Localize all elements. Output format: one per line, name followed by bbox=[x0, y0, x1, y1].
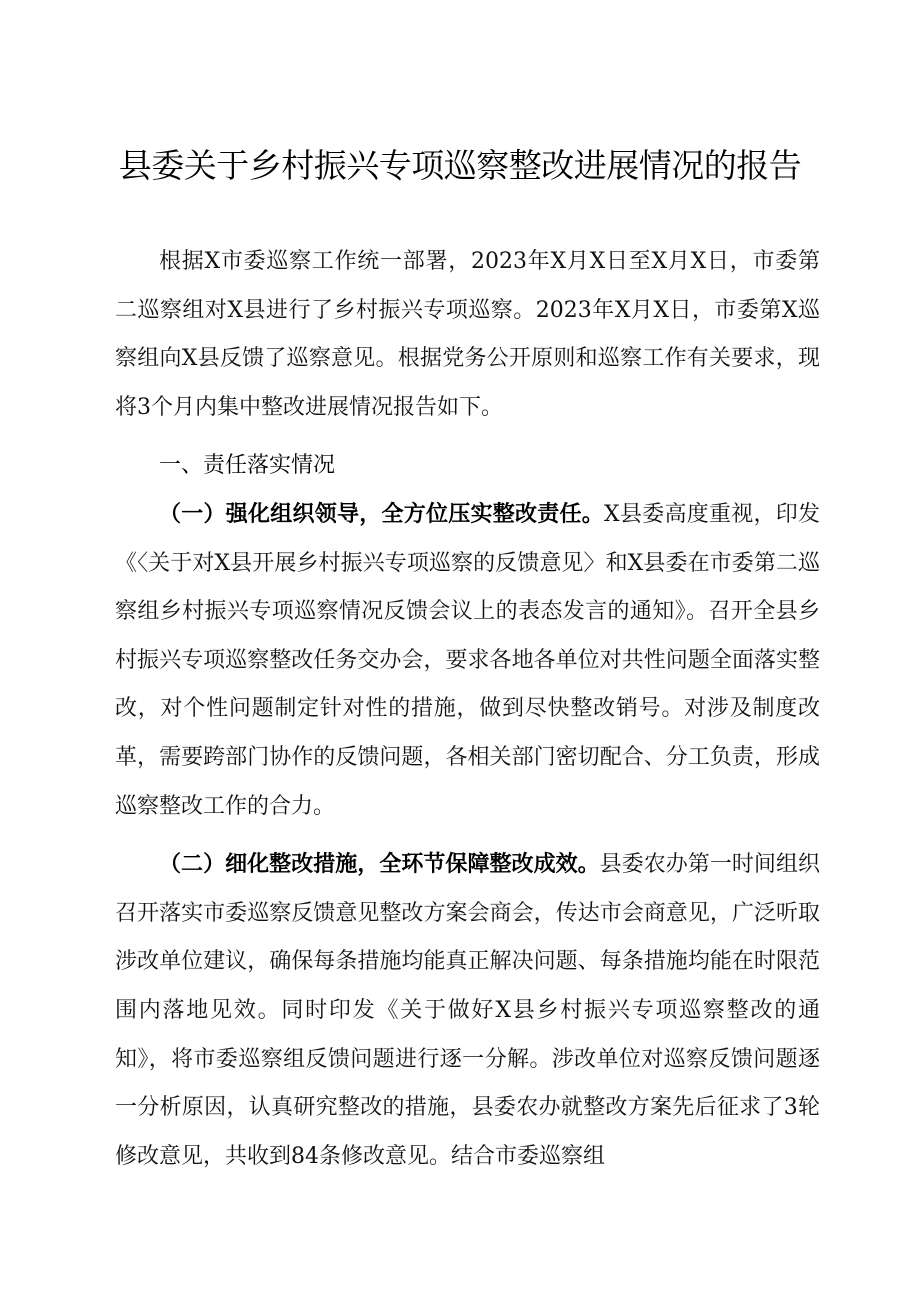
document-title: 县委关于乡村振兴专项巡察整改进展情况的报告 bbox=[118, 146, 802, 185]
document-body bbox=[115, 238, 820, 1181]
subsection-1-lead: （一）强化组织领导，全方位压实整改责任。 bbox=[159, 501, 605, 527]
section-heading: 一、责任落实情况 bbox=[159, 453, 336, 479]
subsection-1-paragraph bbox=[115, 491, 820, 831]
subsection-2-paragraph bbox=[115, 841, 820, 1181]
intro-paragraph: 根据X市委巡察工作统一部署，2023年X月X日至X月X日，市委第二巡察组对X县进行了乡村振兴专项巡察。2023年X月X日，市委第X巡察组向X县反馈了巡察意见。根据党务公开原则和巡察工作有关要求，现将3个月内集中整改进展情况报告如下。 bbox=[115, 249, 820, 420]
subsection-1-text: X县委高度重视，印发《〈关于对X县开展乡村振兴专项巡察的反馈意见〉和X县委在市委第二巡察组乡村振兴专项巡察情况反馈会议上的表态发言的通知》。召开全县乡村振兴专项巡察整改任务交办会，要求各地各单位对共性问题全面落实整改，对个性问题制定针对性的措施，做到尽快整改销号。对涉及制度改革，需要跨部门协作的反馈问题，各相关部门密切配合、分工负责，形成巡察整改工作的合力。 bbox=[115, 501, 820, 819]
subsection-2-lead: （二）细化整改措施，全环节保障整改成效。 bbox=[159, 852, 600, 878]
subsection-2-text: 县委农办第一时间组织召开落实市委巡察反馈意见整改方案会商会，传达市会商意见，广泛听取涉改单位建议，确保每条措施均能真正解决问题、每条措施均能在时限范围内落地见效。同时印发《关于做好X县乡村振兴专项巡察整改的通知》，将市委巡察组反馈问题进行逐一分解。涉改单位对巡察反馈问题逐一分析原因，认真研究整改的措施，县委农办就整改方案先后征求了3轮修改意见，共收到84条修改意见。结合市委巡察组 bbox=[115, 852, 820, 1169]
